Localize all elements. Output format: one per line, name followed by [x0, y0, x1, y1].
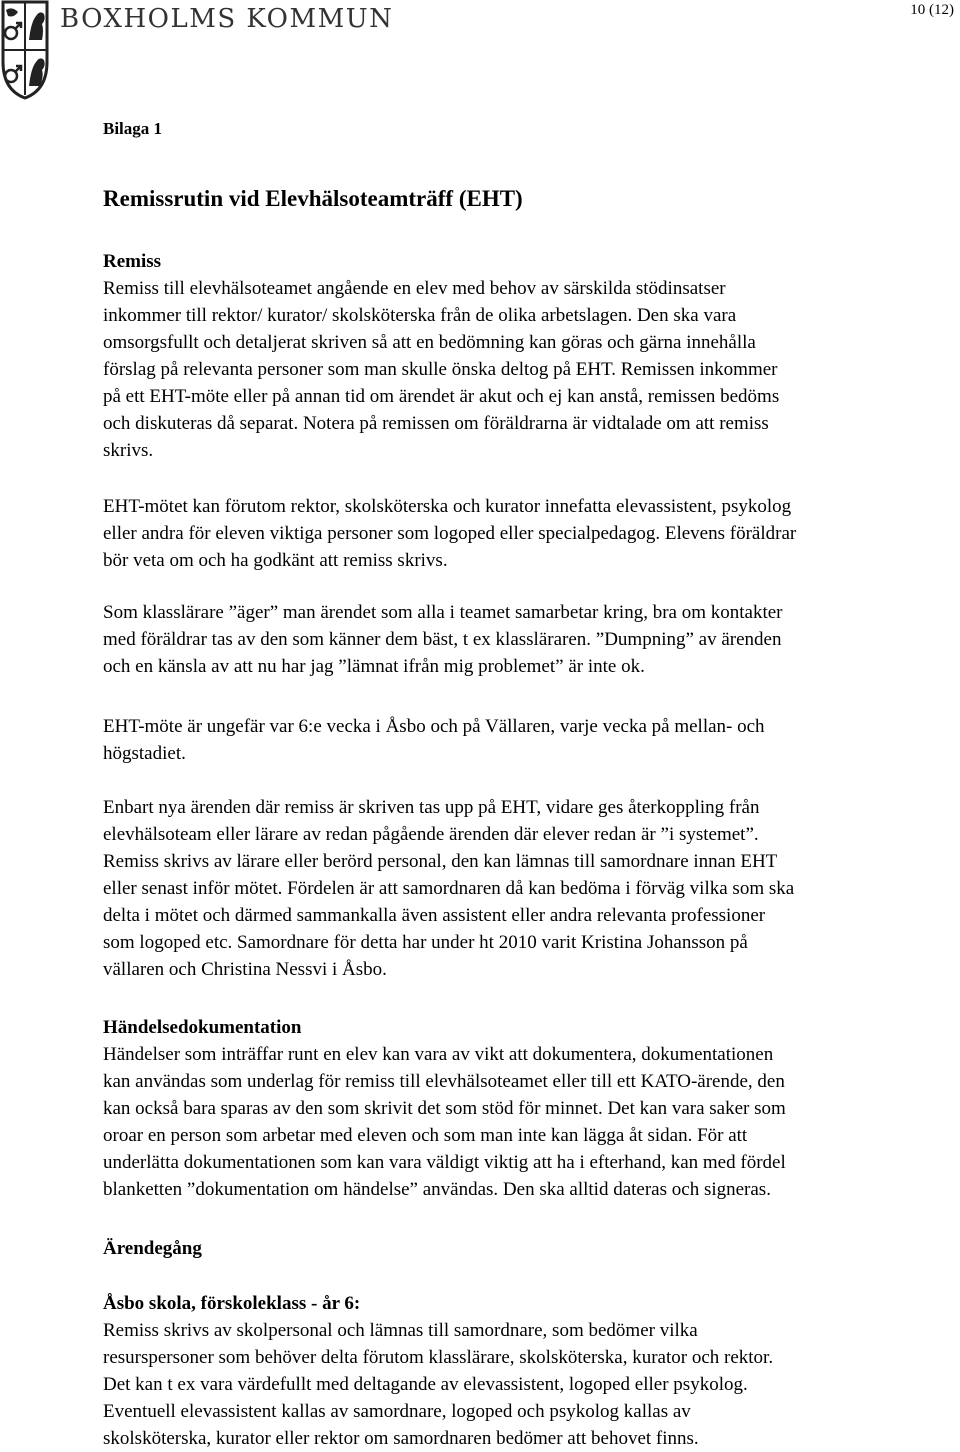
- section-heading: Ärendegång: [103, 1238, 202, 1259]
- appendix-label: Bilaga 1: [103, 119, 163, 138]
- organization-name: BOXHOLMS KOMMUN: [60, 4, 394, 34]
- section-heading: Åsbo skola, förskoleklass - år 6:: [103, 1293, 361, 1314]
- section-remiss: [103, 248, 960, 464]
- paragraph: [103, 794, 960, 983]
- paragraph-text: EHT-mötet kan förutom rektor, skolsköterska och kurator innefatta elevassistent, psykolog eller andra för eleven viktiga personer som logoped eller specialpedagog. Elevens föräldrar bör veta om och ha godkänt att remiss skrivs.: [103, 496, 797, 571]
- paragraph: [103, 493, 960, 574]
- section-body: Händelser som inträffar runt en elev kan vara av vikt att dokumentera, dokumentationen kan användas som underlag för remiss till elevhälsoteamet eller till ett KATO-ärende, den kan också bara sparas av den som skrivit det som stöd för minnet. Det kan vara saker som oroar en person som arbetar med eleven och som man inte kan lägga åt sidan. För att underlätta dokumentationen som kan vara väldigt viktig att ha i efterhand, kan med fördel blanketten ”dokumentation om händelse” användas. Den ska alltid dateras och signeras.: [103, 1044, 786, 1200]
- section-heading: Händelsedokumentation: [103, 1017, 302, 1038]
- paragraph-text: EHT-möte är ungefär var 6:e vecka i Åsbo och på Vällaren, varje vecka på mellan- och högstadiet.: [103, 716, 765, 764]
- section-body: Remiss skrivs av skolpersonal och lämnas till samordnare, som bedömer vilka resurspersoner som behöver delta förutom klasslärare, skolsköterska, kurator och rektor. Det kan t ex vara värdefullt med deltagande av elevassistent, logoped eller psykolog. Eventuell elevassistent kallas av samordnare, logoped och psykolog kallas av skolsköterska, kurator eller rektor om samordnaren bedömer att behovet finns.: [103, 1320, 774, 1449]
- paragraph-text: Enbart nya ärenden där remiss är skriven tas upp på EHT, vidare ges återkoppling från elevhälsoteam eller lärare av redan pågående ärenden där elever redan är ”i systemet”. Remiss skrivs av lärare eller berörd personal, den kan lämnas till samordnare innan EHT eller senast inför mötet. Fördelen är att samordnaren då kan bedöma i förväg vilka som ska delta i mötet och därmed sammankalla även assistent eller andra relevanta professioner som logoped etc. Samordnare för detta har under ht 2010 varit Kristina Johansson på vällaren och Christina Nessvi i Åsbo.: [103, 797, 795, 980]
- section-body: Remiss till elevhälsoteamet angående en elev med behov av särskilda stödinsatser inkommer till rektor/ kurator/ skolsköterska från de olika arbetslagen. Den ska vara omsorgsfullt och detaljerat skriven så att en bedömning kan göras och gärna innehålla förslag på relevanta personer som man skulle önska deltog på EHT. Remissen inkommer på ett EHT-möte eller på annan tid om ärendet är akut och ej kan anstå, remissen bedöms och diskuteras då separat. Notera på remissen om föräldrarna är vidtalade om att remiss skrivs.: [103, 278, 780, 461]
- section-heading: Remiss: [103, 251, 162, 272]
- coat-of-arms-logo: [0, 0, 50, 100]
- page-number: 10 (12): [910, 2, 954, 18]
- section-handelsedokumentation: [103, 1014, 960, 1203]
- paragraph: [103, 599, 960, 680]
- paragraph: [103, 713, 960, 767]
- section-asbo: [103, 1290, 960, 1452]
- document-title: Remissrutin vid Elevhälsoteamträff (EHT): [103, 186, 523, 211]
- paragraph-text: Som klasslärare ”äger” man ärendet som alla i teamet samarbetar kring, bra om kontakter med föräldrar tas av den som känner dem bäst, t ex klassläraren. ”Dumpning” av ärenden och en känsla av att nu har jag ”lämnat ifrån mig problemet” är inte ok.: [103, 602, 783, 677]
- section-arendegang: [103, 1235, 960, 1262]
